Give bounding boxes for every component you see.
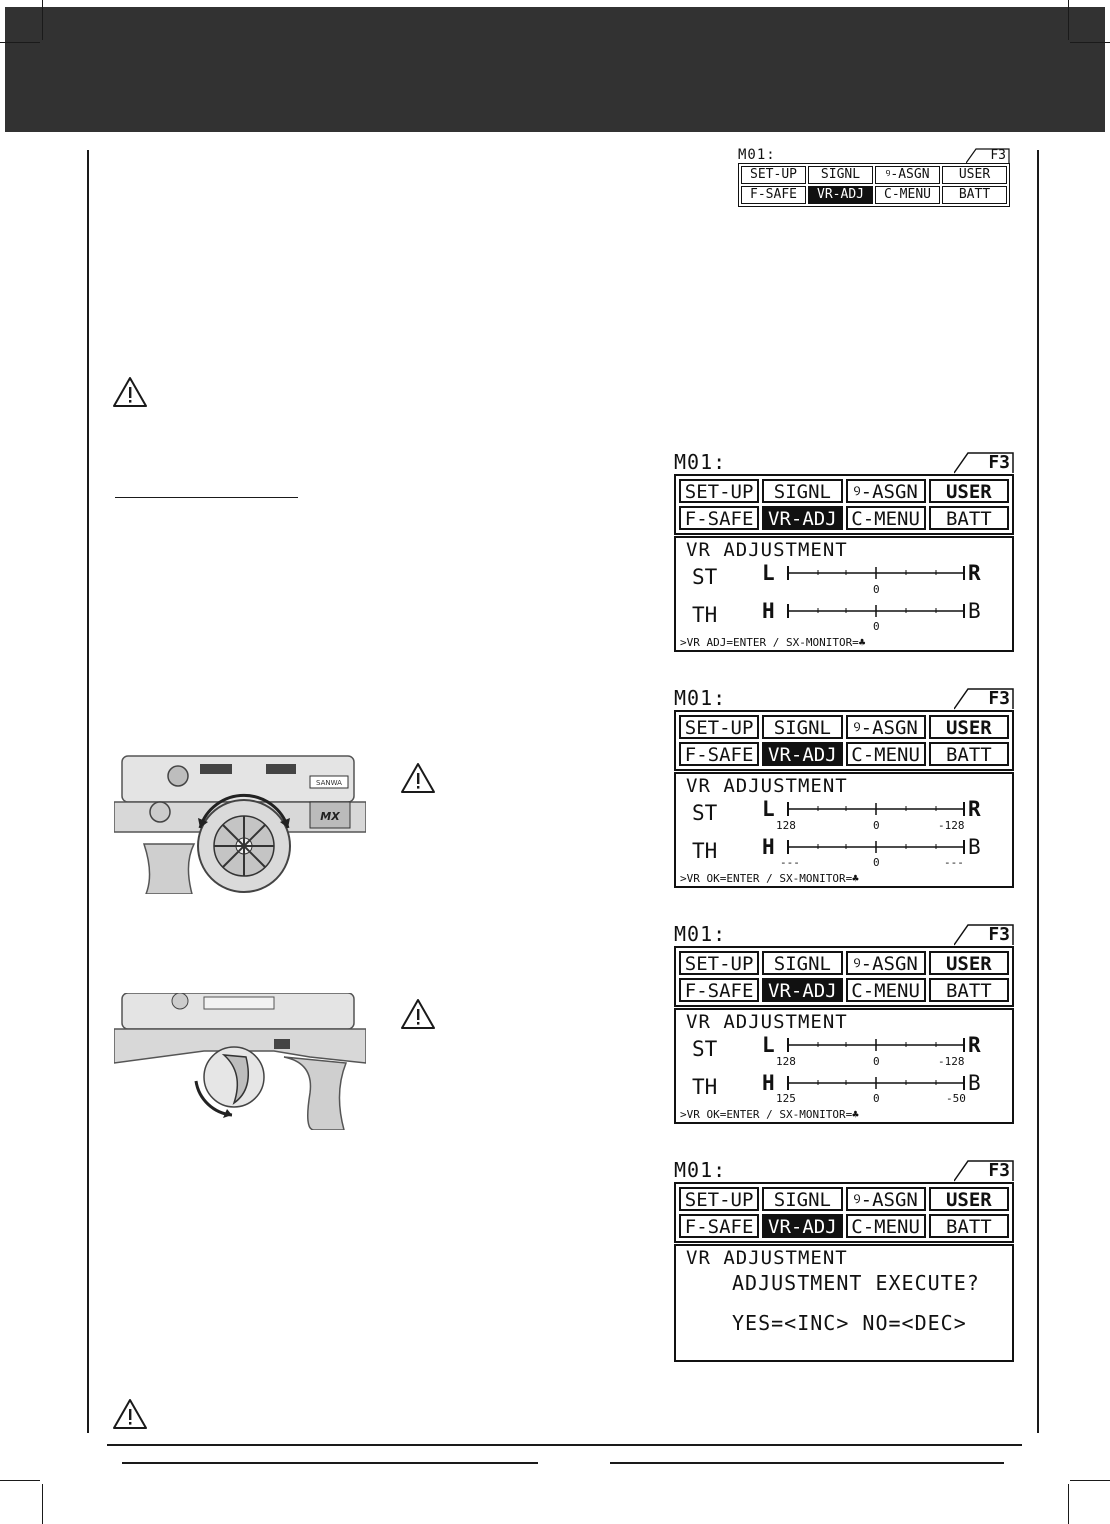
menu-setup[interactable]: SET-UP xyxy=(679,951,759,975)
footer-rule xyxy=(107,1444,1022,1446)
confirm-options: YES=<INC> NO=<DEC> xyxy=(732,1311,967,1335)
menu-signl[interactable]: SIGNL xyxy=(808,166,873,184)
lcd-screen-4 xyxy=(674,1160,1014,1362)
transmitter-steering-photo xyxy=(114,754,366,894)
menu-asgn[interactable]: ꝰ-ASGN xyxy=(875,166,940,184)
crop-mark xyxy=(1070,42,1110,43)
menu-vradj[interactable]: VR-ADJ xyxy=(808,186,873,204)
st-val-right: -128 xyxy=(938,1055,965,1068)
crop-mark xyxy=(1068,1484,1069,1524)
crop-mark xyxy=(0,42,40,43)
menu-fsafe[interactable]: F-SAFE xyxy=(679,1214,759,1238)
menu-vradj[interactable]: VR-ADJ xyxy=(762,742,842,766)
menu-batt[interactable]: BATT xyxy=(929,506,1009,530)
th-val-left: --- xyxy=(780,856,800,869)
lcd-screen-1 xyxy=(674,452,1014,652)
model-label: M01: xyxy=(738,147,776,163)
status-line: >VR OK=ENTER / SX-MONITOR=♣ xyxy=(680,872,859,885)
th-center: 0 xyxy=(873,620,880,633)
f3-tab: F3 xyxy=(954,452,1014,474)
menu-cmenu[interactable]: C-MENU xyxy=(846,742,926,766)
menu-signl[interactable]: SIGNL xyxy=(762,1187,842,1211)
model-label: M01: xyxy=(674,450,727,474)
menu-user[interactable]: USER xyxy=(929,1187,1009,1211)
f3-tab: F3 xyxy=(966,148,1010,164)
st-right: R xyxy=(968,797,981,821)
menu-fsafe[interactable]: F-SAFE xyxy=(679,742,759,766)
lcd-menu-mini xyxy=(738,148,1010,214)
menu-fsafe[interactable]: F-SAFE xyxy=(679,978,759,1002)
panel-title: VR ADJUSTMENT xyxy=(686,1011,848,1033)
crop-mark xyxy=(0,1480,40,1481)
menu-batt[interactable]: BATT xyxy=(942,186,1007,204)
th-val-right: --- xyxy=(944,856,964,869)
photo-brand-label: SANWA xyxy=(316,779,342,787)
th-val-center: 0 xyxy=(873,1092,880,1105)
th-label: TH xyxy=(692,603,718,627)
th-left: H xyxy=(762,835,775,859)
menu-batt[interactable]: BATT xyxy=(929,1214,1009,1238)
model-label: M01: xyxy=(674,1158,727,1182)
vr-panel xyxy=(674,1008,1014,1124)
menu-user[interactable]: USER xyxy=(929,951,1009,975)
st-label: ST xyxy=(692,1037,718,1061)
status-line: >VR ADJ=ENTER / SX-MONITOR=♣ xyxy=(680,636,866,649)
th-scale xyxy=(786,604,966,618)
th-right: B xyxy=(968,1071,981,1095)
th-left: H xyxy=(762,599,775,623)
th-right: B xyxy=(968,835,981,859)
st-label: ST xyxy=(692,801,718,825)
menu-vradj[interactable]: VR-ADJ xyxy=(762,506,842,530)
st-scale xyxy=(786,566,966,580)
st-left: L xyxy=(762,797,775,821)
menu-cmenu[interactable]: C-MENU xyxy=(875,186,940,204)
menu-cmenu[interactable]: C-MENU xyxy=(846,506,926,530)
st-center: 0 xyxy=(873,583,880,596)
warning-icon xyxy=(400,762,436,794)
menu-grid xyxy=(738,163,1010,207)
th-right: B xyxy=(968,599,981,623)
transmitter-throttle-photo xyxy=(114,993,366,1130)
menu-grid xyxy=(674,946,1014,1007)
vr-panel xyxy=(674,536,1014,652)
menu-asgn[interactable]: ꝰ-ASGN xyxy=(846,1187,926,1211)
th-val-center: 0 xyxy=(873,856,880,869)
menu-setup[interactable]: SET-UP xyxy=(679,1187,759,1211)
menu-setup[interactable]: SET-UP xyxy=(679,715,759,739)
menu-fsafe[interactable]: F-SAFE xyxy=(679,506,759,530)
menu-setup[interactable]: SET-UP xyxy=(741,166,806,184)
th-left: H xyxy=(762,1071,775,1095)
menu-asgn[interactable]: ꝰ-ASGN xyxy=(846,479,926,503)
menu-cmenu[interactable]: C-MENU xyxy=(846,978,926,1002)
st-label: ST xyxy=(692,565,718,589)
menu-signl[interactable]: SIGNL xyxy=(762,715,842,739)
th-label: TH xyxy=(692,1075,718,1099)
header-bar xyxy=(5,7,1105,132)
th-scale xyxy=(786,1076,966,1090)
confirm-question: ADJUSTMENT EXECUTE? xyxy=(732,1271,980,1295)
crop-mark xyxy=(42,0,43,40)
f3-tab: F3 xyxy=(954,688,1014,710)
st-val-left: 128 xyxy=(776,1055,796,1068)
st-right: R xyxy=(968,561,981,585)
left-margin-line xyxy=(87,150,89,1433)
menu-vradj[interactable]: VR-ADJ xyxy=(762,1214,842,1238)
panel-title: VR ADJUSTMENT xyxy=(686,775,848,797)
menu-grid xyxy=(674,710,1014,771)
menu-batt[interactable]: BATT xyxy=(929,978,1009,1002)
warning-icon xyxy=(112,1398,148,1430)
lcd-screen-3 xyxy=(674,924,1014,1124)
menu-asgn[interactable]: ꝰ-ASGN xyxy=(846,715,926,739)
model-label: M01: xyxy=(674,686,727,710)
crop-mark xyxy=(1068,0,1069,40)
st-val-center: 0 xyxy=(873,1055,880,1068)
th-scale xyxy=(786,840,966,854)
th-val-right: -50 xyxy=(946,1092,966,1105)
st-val-right: -128 xyxy=(938,819,965,832)
menu-signl[interactable]: SIGNL xyxy=(762,479,842,503)
f3-tab: F3 xyxy=(954,924,1014,946)
menu-asgn[interactable]: ꝰ-ASGN xyxy=(846,951,926,975)
menu-user[interactable]: USER xyxy=(929,479,1009,503)
menu-vradj[interactable]: VR-ADJ xyxy=(762,978,842,1002)
footer-rule-left xyxy=(122,1462,538,1464)
st-scale xyxy=(786,1038,966,1052)
vr-panel xyxy=(674,772,1014,888)
st-right: R xyxy=(968,1033,981,1057)
st-left: L xyxy=(762,1033,775,1057)
section-heading-underline xyxy=(115,497,298,498)
st-left: L xyxy=(762,561,775,585)
crop-mark xyxy=(1070,1480,1110,1481)
warning-icon xyxy=(112,376,148,408)
menu-cmenu[interactable]: C-MENU xyxy=(846,1214,926,1238)
f3-tab: F3 xyxy=(954,1160,1014,1182)
menu-batt[interactable]: BATT xyxy=(929,742,1009,766)
menu-grid xyxy=(674,1182,1014,1243)
menu-signl[interactable]: SIGNL xyxy=(762,951,842,975)
status-line: >VR OK=ENTER / SX-MONITOR=♣ xyxy=(680,1108,859,1121)
st-val-center: 0 xyxy=(873,819,880,832)
model-label: M01: xyxy=(674,922,727,946)
lcd-screen-2 xyxy=(674,688,1014,888)
menu-grid xyxy=(674,474,1014,535)
th-label: TH xyxy=(692,839,718,863)
crop-mark xyxy=(42,1484,43,1524)
vr-panel xyxy=(674,1244,1014,1362)
menu-user[interactable]: USER xyxy=(942,166,1007,184)
panel-title: VR ADJUSTMENT xyxy=(686,539,848,561)
menu-fsafe[interactable]: F-SAFE xyxy=(741,186,806,204)
footer-rule-right xyxy=(610,1462,1004,1464)
right-margin-line xyxy=(1037,150,1039,1433)
th-val-left: 125 xyxy=(776,1092,796,1105)
panel-title: VR ADJUSTMENT xyxy=(686,1247,848,1269)
warning-icon xyxy=(400,998,436,1030)
st-scale xyxy=(786,802,966,816)
menu-setup[interactable]: SET-UP xyxy=(679,479,759,503)
st-val-left: 128 xyxy=(776,819,796,832)
photo-model-label: MX xyxy=(320,810,340,823)
menu-user[interactable]: USER xyxy=(929,715,1009,739)
